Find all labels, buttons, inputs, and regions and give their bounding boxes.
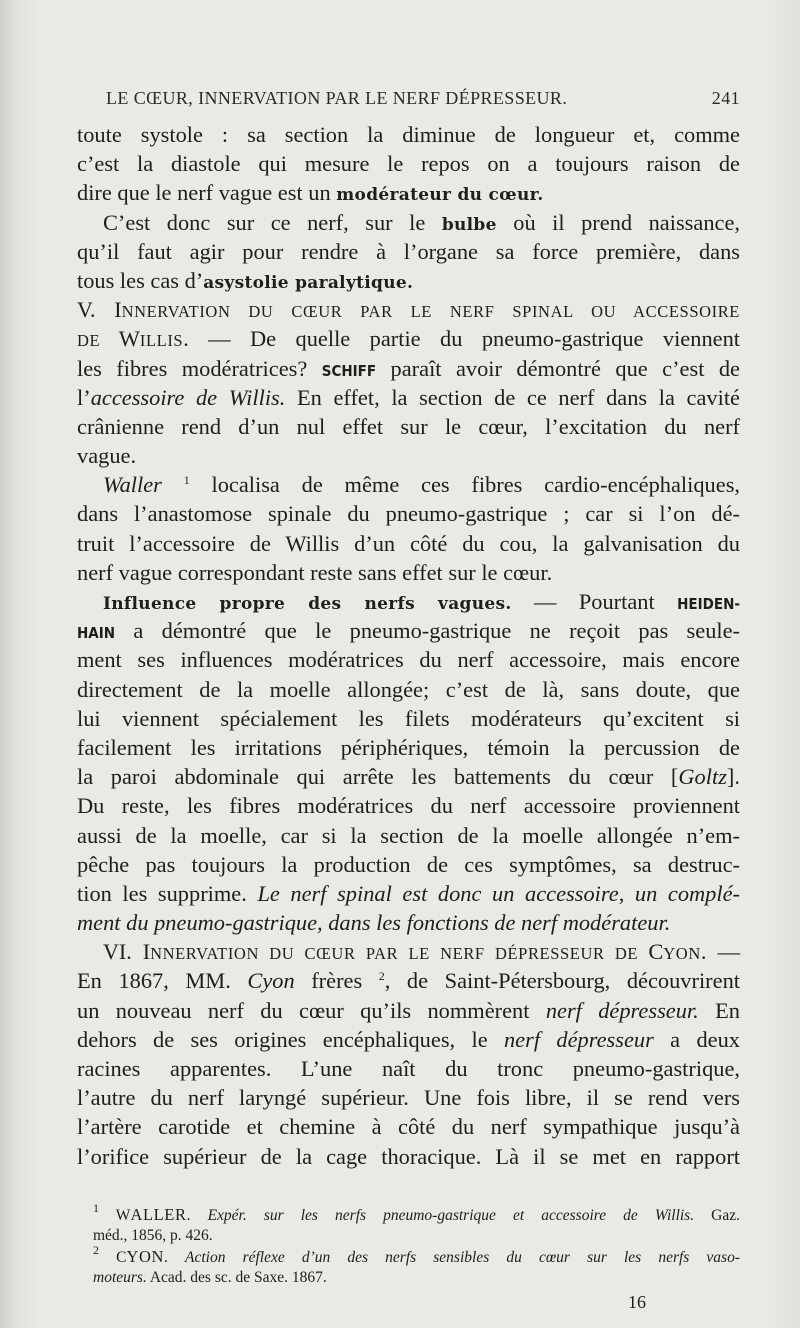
text-line [77,499,740,528]
text-span: toute systole : sa section la diminue de longueur et, comme [77,122,740,147]
page-number: 241 [711,88,740,108]
text-line [77,821,740,850]
text-span: SCHIFF [321,361,377,380]
text-span: VI. I [103,939,151,965]
text-line [77,383,740,412]
text-span: HEIDEN- [677,595,740,613]
footnote [93,1243,741,1288]
text-span: En 1867, MM. [77,968,248,994]
text-span: frères [294,968,379,994]
text-span: truit l’accessoire de Willis d’un côté du cou, la galvanisation du [77,530,740,556]
text-line [77,354,740,383]
text-span: dire que le nerf vague est un [77,180,337,206]
running-title: LE CŒUR, INNERVATION PAR LE NERF DÉPRESSEUR. [106,88,568,108]
text-line [77,966,740,995]
text-line [77,616,740,645]
text-span: En [698,997,740,1023]
text-span: ment ses influences modératrices du nerf accessoire, mais encore [77,647,740,673]
footnote [93,1201,741,1246]
text-span: . — De quelle partie du pneumo-gastrique viennent [183,326,740,352]
text-line [77,850,740,879]
text-span: a deux [653,1026,740,1052]
text-span: Action réflexe d’un des nerfs sensibles du cœur sur les nerfs vaso- [185,1249,741,1266]
paragraph [77,295,740,470]
footnote-ref: 2 [93,1243,99,1257]
text-span: tion les supprime. [77,880,258,906]
text-span: C [99,1249,127,1266]
text-line [77,1112,740,1141]
text-span: aussi de la moelle, car si la section de la moelle allongée n’em- [77,822,740,848]
text-span: ALLER [130,1205,187,1224]
text-line [77,879,740,908]
text-span: paraît avoir démontré que c’est de [376,355,740,381]
text-line [77,704,740,733]
text-span: YON [663,944,701,964]
text-span: Cyon [247,968,295,994]
text-span: qu’il faut agir pour rendre à l’organe sa force première, dans [77,238,740,264]
text-span: dehors de ses origines encéphaliques, le [77,1026,504,1052]
paragraph [77,208,740,296]
text-span: En effet, la section de ce nerf dans la cavité [285,384,740,410]
text-span: l’orifice supérieur de la cage thoracique. Là il se met en rapport [77,1143,740,1169]
text-span: — Pourtant [511,589,678,614]
text-line [93,1243,741,1267]
footnote-ref: 2 [378,969,385,984]
text-span: ]. [726,764,740,790]
text-span: c’est la diastole qui mesure le repos on a toujours raison de [77,151,740,177]
text-line [77,908,740,937]
text-span: la paroi abdominale qui arrête les battements du cœur [ [77,764,679,790]
text-span: vague. [77,443,137,469]
text-line [77,645,740,674]
paragraph [77,120,740,208]
text-line [77,791,740,820]
text-line [77,470,740,499]
text-span: , de Saint-Pétersbourg, découvrirent [384,968,740,994]
text-span: Du reste, les fibres modératrices du nerf accessoire proviennent [77,793,740,819]
text-span: Acad. des sc. de Saxe. 1867. [146,1269,327,1286]
text-line [77,208,740,237]
text-line [77,266,740,295]
text-line [77,937,740,966]
text-span: C’est donc sur ce nerf, sur le [103,209,442,235]
text-line [77,324,740,353]
text-line [77,996,740,1025]
text-line [77,441,740,470]
signature-mark: 16 [628,1292,646,1312]
text-span: nerf dépresseur [503,1026,654,1052]
text-span: a démontré que le pneumo-gastrique ne reçoit pas seule- [115,618,740,644]
text-span: moteurs. [93,1269,147,1286]
text-span: W [99,1207,131,1224]
text-span: les fibres modératrices? [77,355,322,381]
text-span: asystolie paralytique. [203,272,414,293]
text-span: l’artère carotide et chemine à côté du nerf sympathique jusqu’à [77,1114,740,1140]
text-span: YON [126,1247,165,1266]
text-line [77,120,740,149]
text-span: C [648,939,664,965]
text-span: crânienne rend d’un nul effet sur le cœur, l’excitation du nerf [77,413,740,439]
text-span: tous les cas d’ [77,267,204,293]
text-line [93,1201,741,1225]
text-line [77,149,740,178]
text-span: bulbe [441,214,497,235]
text-span: localisa de même ces fibres cardio-encéphaliques, [189,472,741,498]
footnote-ref: 1 [183,473,190,488]
text-line [77,675,740,704]
text-span: Goltz [678,764,727,790]
text-span: nerf vague correspondant reste sans effet sur le cœur. [77,559,553,585]
text-span: pêche pas toujours la production de ces symptômes, sa destruc- [77,851,740,877]
text-span: un nouveau nerf du cœur qu’ils nommèrent [77,997,546,1023]
text-span: NNERVATION DU CŒUR PAR LE NERF SPINAL OU ACCESSOIRE [121,302,740,322]
text-line [77,733,740,762]
paragraph [77,587,740,937]
text-span: facilement les irritations périphériques, témoin la percussion de [77,734,740,760]
text-line [77,529,740,558]
text-span: W [118,326,140,352]
text-line [77,412,740,441]
text-span: l’ [77,384,91,410]
text-line [77,1054,740,1083]
text-span: . — [700,939,740,965]
text-span: HAIN [77,624,116,643]
footnotes [93,1201,741,1288]
text-span: lui viennent spécialement les filets modérateurs qu’excitent si [77,705,740,731]
text-line [77,295,740,324]
text-line [77,587,740,616]
text-line [93,1267,740,1288]
text-span: V. I [77,297,122,323]
text-span: ment du pneumo-gastrique, dans les fonctions de nerf modérateur. [77,910,671,936]
text-span: Waller [103,472,162,498]
text-span: Influence propre des nerfs vagues. [103,594,512,614]
footnote-ref: 1 [93,1201,99,1215]
text-span: directement de la moelle allongée; c’est de là, sans doute, que [77,676,740,702]
text-span: Expér. sur les nerfs pneumo-gastrique et accessoire de Willis. [207,1207,695,1224]
text-span: . [164,1249,186,1266]
text-line [77,558,740,587]
text-span [162,472,184,497]
text-span: méd., 1856, p. 426. [93,1227,213,1244]
text-line [77,237,740,266]
text-line [77,1142,740,1171]
body-text [77,120,740,1171]
text-span: Le nerf spinal est donc un accessoire, un complé- [257,880,740,906]
text-span: où il prend naissance, [496,209,740,235]
text-line [93,1225,740,1246]
text-line [77,1025,740,1054]
text-span: dans l’anastomose spinale du pneumo-gastrique ; car si l’on dé- [77,501,740,527]
text-span: ILLIS [139,331,184,351]
text-span: modérateur du cœur. [336,185,544,206]
text-span: DE [77,331,119,351]
text-span: . [186,1207,208,1224]
text-span: NNERVATION DU CŒUR PAR LE NERF DÉPRESSEUR DE [150,944,649,964]
text-span: l’autre du nerf laryngé supérieur. Une fois libre, il se rend vers [77,1085,740,1111]
text-span: accessoire de Willis. [90,384,286,410]
paragraph [77,470,740,587]
text-span: Gaz. [694,1207,741,1224]
text-line [77,1083,740,1112]
paragraph [77,937,740,1171]
text-span: racines apparentes. L’une naît du tronc pneumo-gastrique, [77,1056,740,1081]
text-span: nerf dépresseur. [545,997,699,1023]
text-line [77,178,740,207]
text-line [77,762,740,791]
